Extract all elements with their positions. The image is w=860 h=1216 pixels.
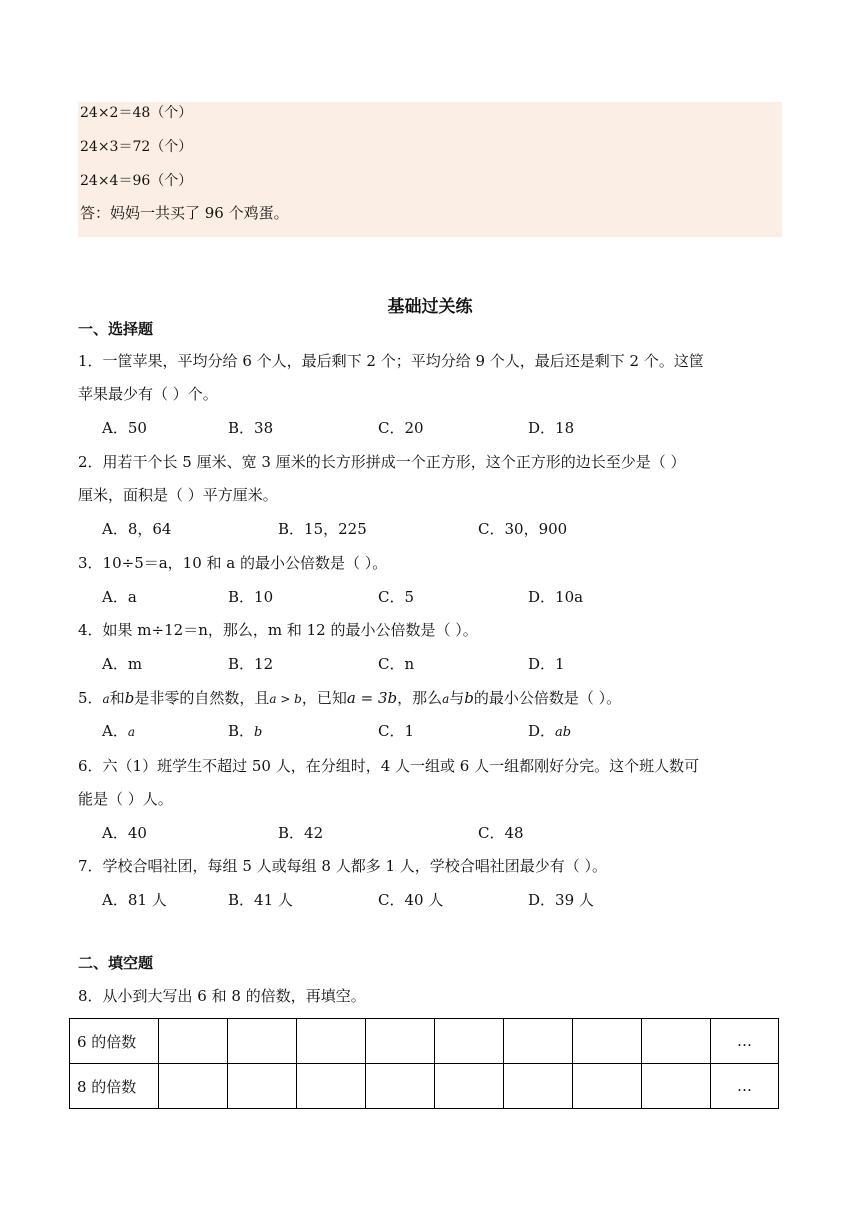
blank-cell[interactable] [573,1064,642,1109]
answer-conclusion: 答：妈妈一共买了 96 个鸡蛋。 [80,204,289,222]
answer-line-1: 24×2＝48（个） [80,105,193,121]
q1-option-c: C．20 [378,419,424,437]
q7-text: 7．学校合唱社团，每组 5 人或每组 8 人都多 1 人，学校合唱社团最少有（ ）。 [78,857,608,875]
q5-t3: ，已知 [301,689,347,707]
q5-var-b2: b [464,689,474,707]
q5-t5: 与 [449,689,465,707]
q5-t4: ，那么 [397,689,443,707]
q4-option-d: D．1 [528,655,565,673]
q5-option-d-label: D． [528,722,556,740]
q5-equation: a = 3b [346,689,398,707]
blank-cell[interactable] [297,1064,366,1109]
blank-cell[interactable] [228,1019,297,1064]
blank-cell[interactable] [159,1019,228,1064]
ellipsis-cell: … [711,1064,779,1109]
q6-option-a: A．40 [102,824,147,842]
q5-t1: 和 [109,689,125,707]
table-row [70,1019,779,1064]
multiples-table [69,1018,779,1109]
q3-option-b: B．10 [228,588,274,606]
q2-line1: 2．用若干个长 5 厘米、宽 3 厘米的长方形拼成一个正方形，这个正方形的边长至少是（ ） [78,453,686,471]
blank-cell[interactable] [297,1019,366,1064]
q3-option-d: D．10a [528,588,584,606]
q1-line1: 1．一筐苹果，平均分给 6 个人，最后剩下 2 个；平均分给 9 个人，最后还是剩下 2 个。这筐 [78,352,704,370]
q1-option-b: B．38 [228,419,274,437]
q5-num: 5． [78,689,103,707]
q2-option-a: A．8，64 [102,520,172,538]
q5-condition: a > b [269,692,302,706]
q5-var-a2: a [442,692,450,706]
q1-option-d: D．18 [528,419,575,437]
q4-option-c: C．n [378,655,415,673]
q3-option-c: C．5 [378,588,415,606]
q2-option-b: B．15，225 [278,520,367,538]
table-row [70,1064,779,1109]
q6-option-c: C．48 [478,824,524,842]
q2-option-c: C．30，900 [478,520,568,538]
q1-option-a: A．50 [102,419,147,437]
q5-option-d-value: ab [555,725,572,740]
q5-option-c: C．1 [378,722,415,740]
q5-text [78,688,621,709]
q5-t2: 是非零的自然数，且 [134,689,270,707]
q6-line1: 6．六（1）班学生不超过 50 人，在分组时，4 人一组或 6 人一组都刚好分完。这个班人数可 [78,757,700,775]
blank-cell[interactable] [228,1064,297,1109]
q5-option-a-label: A． [102,722,128,740]
blank-cell[interactable] [435,1064,504,1109]
q5-option-d [528,721,571,743]
blank-cell[interactable] [573,1019,642,1064]
q5-var-b: b [124,689,135,707]
blank-cell[interactable] [159,1064,228,1109]
q5-option-b [228,721,262,743]
q2-line2: 厘米，面积是（ ）平方厘米。 [78,486,278,504]
blank-cell[interactable] [366,1064,435,1109]
q3-text: 3．10÷5＝a，10 和 a 的最小公倍数是（ ）。 [78,554,388,572]
q7-option-a: A．81 人 [102,891,167,909]
q5-option-b-label: B． [228,722,255,740]
part1-heading: 一、选择题 [78,320,154,338]
blank-cell[interactable] [435,1019,504,1064]
q7-option-d: D．39 人 [528,891,594,909]
blank-cell[interactable] [642,1064,711,1109]
q5-var-a: a [102,692,110,706]
q6-option-b: B．42 [278,824,324,842]
q4-option-b: B．12 [228,655,274,673]
blank-cell[interactable] [366,1019,435,1064]
q5-option-b-value: b [254,725,263,740]
q5-option-a-value: a [127,725,135,739]
answer-line-2: 24×3＝72（个） [80,139,193,155]
q4-text: 4．如果 m÷12＝n，那么，m 和 12 的最小公倍数是（ ）。 [78,621,478,639]
ellipsis-cell: … [711,1019,779,1064]
q5-t6: 的最小公倍数是（ ）。 [473,689,622,707]
blank-cell[interactable] [504,1064,573,1109]
row-label-8: 8 的倍数 [70,1064,159,1109]
blank-cell[interactable] [504,1019,573,1064]
q3-option-a: A．a [102,588,137,606]
q1-line2: 苹果最少有（ ）个。 [78,385,218,403]
section-title: 基础过关练 [387,297,473,317]
q7-option-c: C．40 人 [378,891,444,909]
q5-option-a [102,721,135,742]
part2-heading: 二、填空题 [78,954,154,972]
row-label-6: 6 的倍数 [70,1019,159,1064]
q4-option-a: A．m [102,655,143,673]
answer-line-3: 24×4＝96（个） [80,173,193,189]
q6-line2: 能是（ ）人。 [78,790,173,808]
q7-option-b: B．41 人 [228,891,293,909]
blank-cell[interactable] [642,1019,711,1064]
q8-text: 8．从小到大写出 6 和 8 的倍数，再填空。 [78,987,366,1005]
